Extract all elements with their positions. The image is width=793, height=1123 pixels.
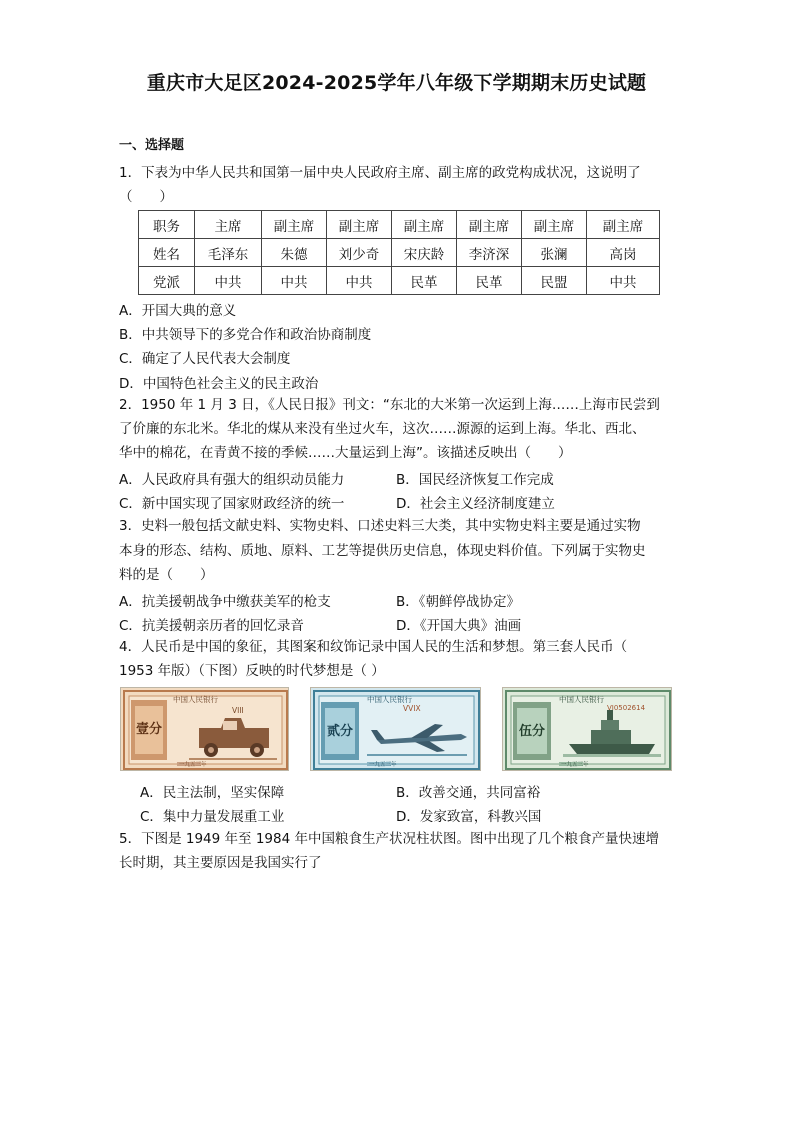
q3-option-a: A．抗美援朝战争中缴获美军的枪支 <box>119 594 331 610</box>
table-cell: 党派 <box>139 267 195 295</box>
table-cell: 李济深 <box>457 239 522 267</box>
section-heading: 一、选择题 <box>119 138 185 153</box>
table-cell: 刘少奇 <box>327 239 392 267</box>
banknote-2fen-year: 一九五三年 <box>369 762 397 768</box>
table-cell: 高岗 <box>587 239 660 267</box>
banknote-1fen-year: 一九五三年 <box>179 762 207 768</box>
q1-option-b: B．中共领导下的多党合作和政治协商制度 <box>119 327 372 343</box>
table-cell: 中共 <box>195 267 262 295</box>
table-cell: 张澜 <box>522 239 587 267</box>
table-cell: 中共 <box>327 267 392 295</box>
q4-option-a: A．民主法制，坚实保障 <box>140 785 285 801</box>
banknote-1fen-bank-name: 中国人民银行 <box>173 695 218 704</box>
q1-stem-line-2: （ ） <box>119 189 173 205</box>
q4-option-c: C．集中力量发展重工业 <box>140 809 285 825</box>
table-row <box>139 267 660 295</box>
table-cell: 中共 <box>262 267 327 295</box>
q2-option-d: D．社会主义经济制度建立 <box>396 496 555 512</box>
table-cell: 副主席 <box>327 211 392 239</box>
banknote-1fen-image <box>120 687 289 771</box>
table-row <box>139 211 660 239</box>
table-cell: 朱德 <box>262 239 327 267</box>
table-cell: 副主席 <box>457 211 522 239</box>
q5-stem-line-2: 长时期，其主要原因是我国实行了 <box>119 855 322 871</box>
banknote-5fen-year: 一九五三年 <box>561 762 589 768</box>
q1-party-table <box>138 210 660 295</box>
table-cell: 副主席 <box>262 211 327 239</box>
banknote-2fen-serial: VVIX <box>403 704 421 713</box>
q4-stem-line-2: 1953 年版）（下图）反映的时代梦想是（ ） <box>119 663 385 679</box>
q3-stem-line-2: 本身的形态、结构、质地、原料、工艺等提供历史信息，体现史料价值。下列属于实物史 <box>119 543 646 559</box>
table-cell: 宋庆龄 <box>392 239 457 267</box>
table-cell: 民盟 <box>522 267 587 295</box>
q1-stem-line-1: 1．下表为中华人民共和国第一届中央人民政府主席、副主席的政党构成状况，这说明了 <box>119 165 641 181</box>
q2-option-c: C．新中国实现了国家财政经济的统一 <box>119 496 345 512</box>
q3-stem-line-1: 3．史料一般包括文献史料、实物史料、口述史料三大类，其中实物史料主要是通过实物 <box>119 518 641 534</box>
q1-option-d: D．中国特色社会主义的民主政治 <box>119 376 319 392</box>
q2-stem-line-1: 2．1950 年 1 月 3 日，《人民日报》刊文：“东北的大米第一次运到上海……上海市民尝到 <box>119 397 660 413</box>
q3-option-d: D．《开国大典》油画 <box>396 618 522 634</box>
table-cell: 姓名 <box>139 239 195 267</box>
banknote-2fen-bank-name: 中国人民银行 <box>367 695 412 704</box>
table-cell: 副主席 <box>392 211 457 239</box>
q1-option-a: A．开国大典的意义 <box>119 303 237 319</box>
banknote-1fen-serial: VIII <box>232 706 244 715</box>
table-cell: 毛泽东 <box>195 239 262 267</box>
q1-option-c: C．确定了人民代表大会制度 <box>119 351 291 367</box>
banknote-5fen-serial: VI0502614 <box>607 704 646 712</box>
table-cell: 副主席 <box>522 211 587 239</box>
table-cell: 民革 <box>457 267 522 295</box>
q3-stem-line-3: 料的是（ ） <box>119 567 214 583</box>
q2-stem-line-3: 华中的棉花，在青黄不接的季候……大量运到上海”。该描述反映出（ ） <box>119 445 572 461</box>
q2-option-b: B．国民经济恢复工作完成 <box>396 472 554 488</box>
q4-stem-line-1: 4．人民币是中国的象征，其图案和纹饰记录中国人民的生活和梦想。第三套人民币（ <box>119 639 628 655</box>
table-cell: 中共 <box>587 267 660 295</box>
q4-option-b: B．改善交通，共同富裕 <box>396 785 541 801</box>
banknote-2fen-denomination: 贰分 <box>327 724 354 739</box>
q5-stem-line-1: 5．下图是 1949 年至 1984 年中国粮食生产状况柱状图。图中出现了几个粮食产量快速增 <box>119 831 659 847</box>
banknote-1fen-denomination: 壹分 <box>136 722 163 737</box>
table-cell: 主席 <box>195 211 262 239</box>
table-cell: 副主席 <box>587 211 660 239</box>
table-cell: 职务 <box>139 211 195 239</box>
q3-option-c: C．抗美援朝亲历者的回忆录音 <box>119 618 304 634</box>
page-title: 重庆市大足区2024-2025学年八年级下学期期末历史试题 <box>146 72 647 94</box>
table-cell: 民革 <box>392 267 457 295</box>
table-row <box>139 239 660 267</box>
banknote-5fen-image <box>502 687 672 771</box>
q2-stem-line-2: 了价廉的东北米。华北的煤从来没有坐过火车，这次……源源的运到上海。华北、西北、 <box>119 421 646 437</box>
q4-option-d: D．发家致富，科教兴国 <box>396 809 542 825</box>
banknote-2fen-image <box>310 687 481 771</box>
q3-option-b: B．《朝鲜停战协定》 <box>396 594 521 610</box>
q2-option-a: A．人民政府具有强大的组织动员能力 <box>119 472 345 488</box>
banknote-5fen-bank-name: 中国人民银行 <box>559 695 604 704</box>
banknote-5fen-denomination: 伍分 <box>519 724 546 739</box>
